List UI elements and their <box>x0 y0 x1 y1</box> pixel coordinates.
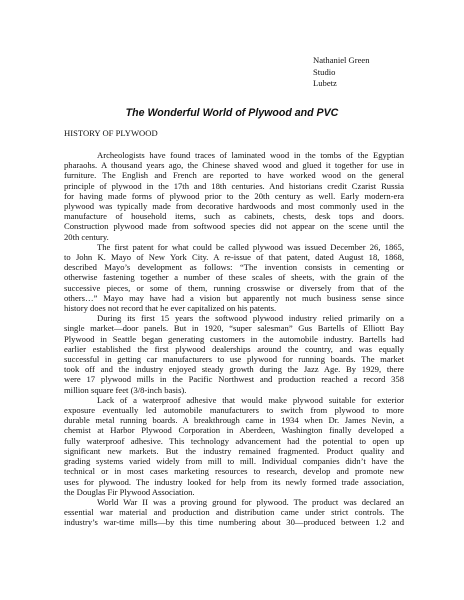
paragraph-line: otherwise fastening together a number of these scales of sheets, with the grain of the <box>64 272 404 283</box>
paragraph-line: pharaohs. A thousand years ago, the Chinese shaved wood and glued it together for use in <box>64 160 404 171</box>
paragraph-line: fully waterproof adhesive. This technology advancement had the potential to open up <box>64 435 404 446</box>
paragraph-line: to John K. Mayo of New York City. A re-issue of that patent, dated August 18, 1868, <box>64 252 404 263</box>
body-paragraph <box>64 313 404 395</box>
author-name: Nathaniel Green <box>313 55 370 65</box>
paragraph-line: Plywood in Seattle began generating customers in the automobile industry. Bartells had <box>64 333 404 344</box>
paragraph-line: manufacture of household items, such as cabinets, chests, desk tops and doors. <box>64 211 404 222</box>
course-name: Studio <box>313 66 336 77</box>
document-title: The Wonderful World of Plywood and PVC <box>125 107 339 119</box>
body-paragraph <box>64 395 404 497</box>
paragraph-line: history does not record that he ever capitalized on his patents. <box>64 303 277 314</box>
paragraph-line: exposure eventually led automobile manufacturers to switch from plywood to more <box>64 405 404 416</box>
paragraph-line: earlier established the first plywood dealerships around the country, and was equally <box>64 343 404 354</box>
paragraph-line: Archeologists have found traces of laminated wood in the tombs of the Egyptian <box>97 150 404 160</box>
paragraph-line: successful in getting car manufacturers to use plywood for running boards. The market <box>64 354 404 365</box>
paragraph-line: furniture. The English and French are reported to have worked wood on the general <box>64 170 404 181</box>
body-text <box>64 150 404 528</box>
paragraph-line: plywood was typically made from decorative hardwoods and most commonly used in the <box>64 201 404 212</box>
body-paragraph <box>64 242 404 313</box>
paragraph-line: uses for plywood. The industry looked for help from its newly formed trade association, <box>64 476 404 487</box>
paragraph-line: took off and the industry enjoyed steady growth during the Jazz Age. By 1929, there <box>64 364 404 375</box>
paragraph-line: single market—door panels. But in 1920, “super salesman” Gus Bartells of Elliott Bay <box>64 323 404 334</box>
paragraph-line: others…” Mayo may have had a vision but apparently not much business sense since <box>64 292 404 303</box>
paragraph-line: successive pieces, or some of them, running crosswise or diversely from that of the <box>64 282 404 293</box>
paragraph-line: World War II was a proving ground for plywood. The product was declared an <box>97 496 404 507</box>
paragraph-line: grading systems varied widely from mill to mill. Individual companies didn’t have the <box>64 456 404 467</box>
paragraph-line: industry’s war-time mills—by this time numbering about 30—produced between 1.2 and <box>64 517 404 528</box>
paragraph-line: durable metal running boards. A breakthrough came in 1934 when Dr. James Nevin, a <box>64 415 404 426</box>
teacher-name: Lubetz <box>313 78 337 88</box>
paragraph-line: million square feet (3/8-inch basis). <box>64 384 187 395</box>
paragraph-line: the Douglas Fir Plywood Association. <box>64 486 195 497</box>
paragraph-line: During its first 15 years the softwood plywood industry relied primarily on a <box>97 313 404 324</box>
paragraph-line: technical or in most cases marketing resources to research, develop and promote new <box>64 466 404 477</box>
paragraph-line: for having made forms of plywood prior to the 20th century as well. Early modern-era <box>64 190 404 201</box>
paragraph-line: described Mayo’s development as follows: “The invention consists in cementing or <box>64 262 404 273</box>
paragraph-line: Construction plywood made from softwood species did not appear on the scene until the <box>64 221 404 232</box>
paragraph-line: were 17 plywood mills in the Pacific Northwest and production reached a record 358 <box>64 374 404 385</box>
paragraph-line: principle of plywood in the 17th and 18th centuries. And historians credit Czarist Russia <box>64 180 404 191</box>
paragraph-line: essential war material and production and distribution came under strict controls. The <box>64 507 404 518</box>
paragraph-line: Lack of a waterproof adhesive that would make plywood suitable for exterior <box>97 394 404 405</box>
paragraph-line: The first patent for what could be called plywood was issued December 26, 1865, <box>97 241 404 252</box>
section-heading: HISTORY OF PLYWOOD <box>64 128 158 138</box>
paragraph-line: 20th century. <box>64 231 109 242</box>
paragraph-line: significant new markets. But the industry remained fragmented. Product quality and <box>64 445 404 456</box>
body-paragraph <box>64 497 404 528</box>
body-paragraph <box>64 150 404 242</box>
author-header <box>313 55 370 90</box>
paragraph-line: chemist at Harbor Plywood Corporation in Aberdeen, Washington finally developed a <box>64 425 404 436</box>
